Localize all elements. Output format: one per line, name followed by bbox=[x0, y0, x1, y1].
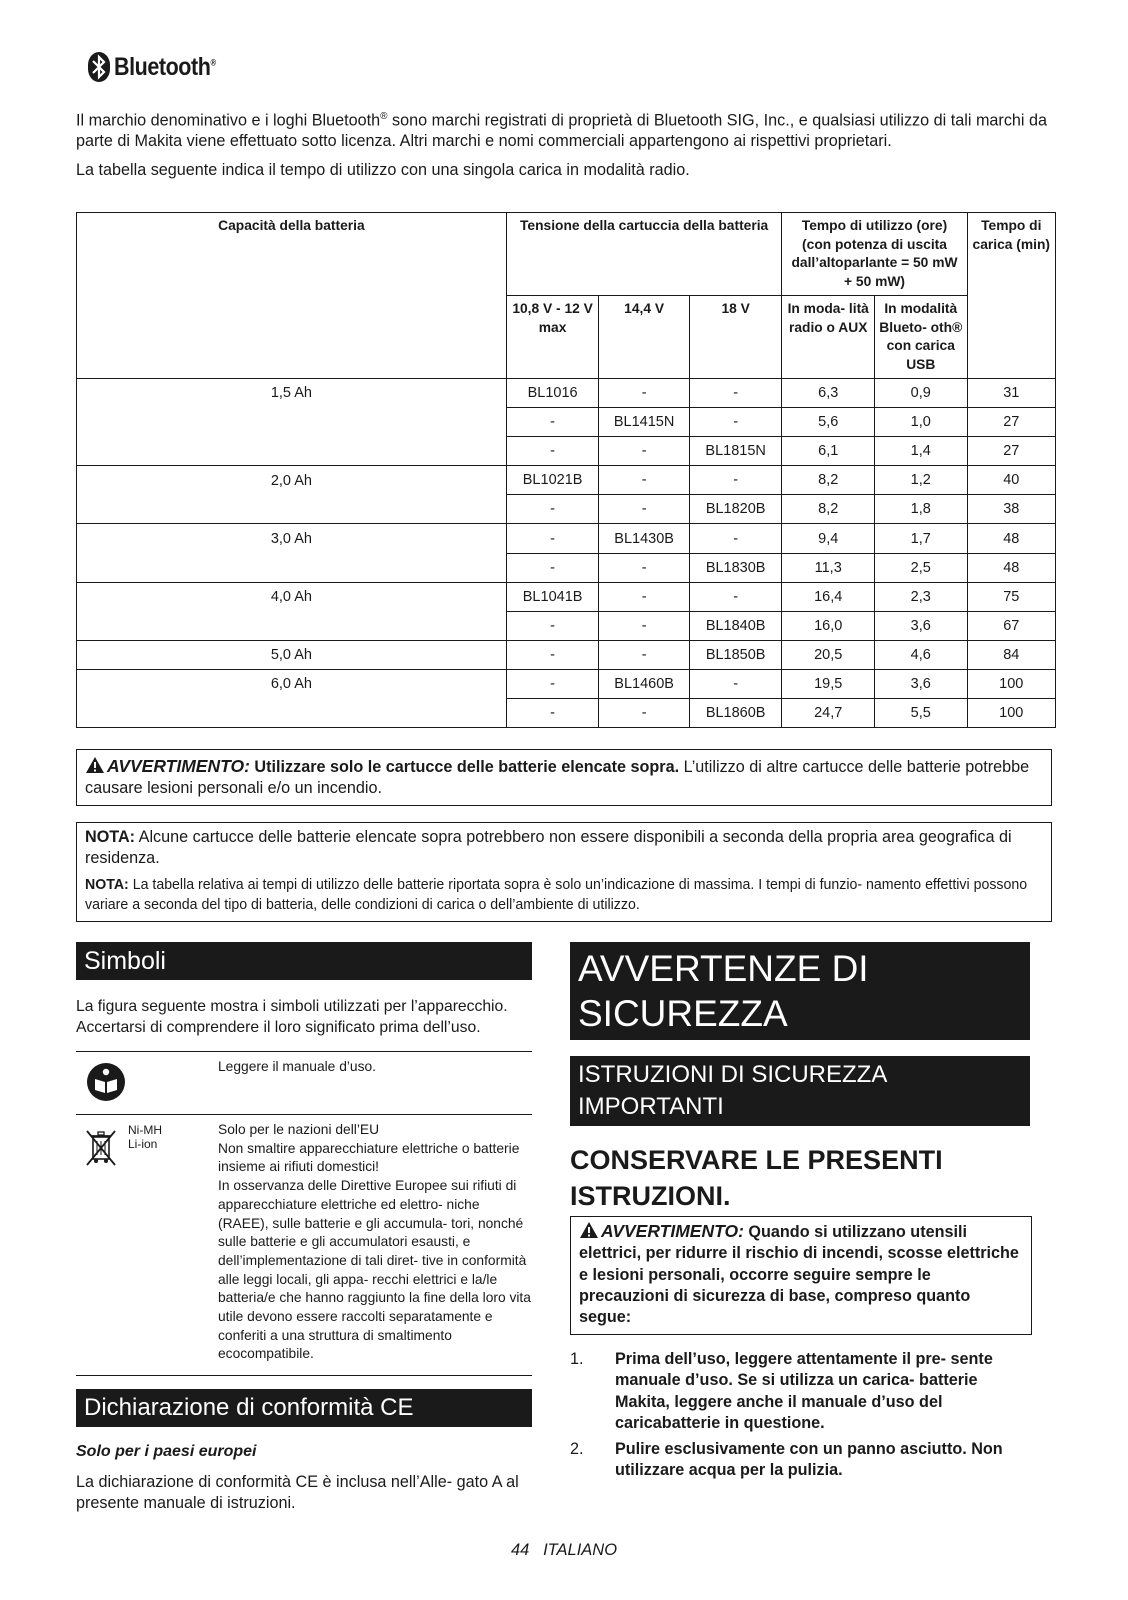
ce-subtitle: Solo per i paesi europei bbox=[76, 1443, 257, 1460]
cell-t1: 19,5 bbox=[782, 669, 875, 698]
cell-t2: 1,4 bbox=[874, 437, 967, 466]
cell-cap bbox=[77, 408, 507, 437]
table-row bbox=[77, 611, 1056, 640]
page bbox=[76, 0, 1056, 1600]
cell-v1: - bbox=[506, 495, 599, 524]
cell-t2: 0,9 bbox=[874, 379, 967, 408]
cell-t2: 3,6 bbox=[874, 611, 967, 640]
table-row bbox=[77, 640, 1056, 669]
cell-cap: 5,0 Ah bbox=[77, 640, 507, 669]
cell-c: 75 bbox=[967, 582, 1055, 611]
cell-v3: - bbox=[689, 669, 782, 698]
notes-box bbox=[76, 822, 1052, 922]
cell-cap: 6,0 Ah bbox=[77, 669, 507, 698]
cell-c: 48 bbox=[967, 553, 1055, 582]
tool-warning-box: AVVERTIMENTO: Quando si utilizzano utensili elettrici, per ridurre il rischio di incendi, scosse elettriche e lesioni personali, occorre seguire sempre le precauzioni di sicurezza di base, compreso quanto segue: bbox=[570, 1216, 1032, 1335]
cell-cap bbox=[77, 495, 507, 524]
cell-v3: BL1840B bbox=[689, 611, 782, 640]
symbol-disposal-text: Solo per le nazioni dell’EU Non smaltire apparecchiature elettriche o batterie insieme ai rifiuti domestici! In osservanza delle Direttive Europee sui rifiuti di apparecchiature elettriche ed elettro- niche (RAEE), sulle batterie e gli accumula- tori, nonché sulle batterie e gli accumulatori esausti, e dell’implementazione di tali diret- tive in conformità alle leggi locali, gli appa- recchi elettrici e la/le batteria/e che hanno raggiunto la fine della loro vita utile devono essere raccolti separatamente e conferiti a una struttura di smaltimento ecocompatibile. bbox=[218, 1122, 531, 1362]
cell-v2: - bbox=[599, 553, 689, 582]
table-row bbox=[77, 699, 1056, 728]
cell-t1: 16,4 bbox=[782, 582, 875, 611]
header-mode-bluetooth: In modalità Blueto- oth® con carica USB bbox=[874, 296, 967, 379]
cell-v1: - bbox=[506, 553, 599, 582]
page-number: 44 bbox=[510, 1541, 530, 1559]
cell-v3: BL1820B bbox=[689, 495, 782, 524]
warning-triangle-icon bbox=[85, 756, 105, 774]
cell-v1: - bbox=[506, 524, 599, 553]
cell-v1: - bbox=[506, 699, 599, 728]
cell-v1: BL1041B bbox=[506, 582, 599, 611]
cell-t2: 5,5 bbox=[874, 699, 967, 728]
symbol-row bbox=[76, 1052, 532, 1115]
cell-v2: - bbox=[599, 495, 689, 524]
cell-v1: BL1021B bbox=[506, 466, 599, 495]
manual-book-icon bbox=[86, 1062, 126, 1102]
cell-c: 27 bbox=[967, 437, 1055, 466]
table-row bbox=[77, 669, 1056, 698]
cell-v1: - bbox=[506, 408, 599, 437]
header-mode-radio: In moda- lità radio o AUX bbox=[782, 296, 875, 379]
cell-v3: BL1830B bbox=[689, 553, 782, 582]
cell-t2: 1,8 bbox=[874, 495, 967, 524]
cell-t2: 1,2 bbox=[874, 466, 967, 495]
cell-cap bbox=[77, 437, 507, 466]
header-voltage: Tensione della cartuccia della batteria bbox=[506, 213, 782, 296]
table-row bbox=[77, 466, 1056, 495]
cell-v2: - bbox=[599, 379, 689, 408]
cell-t2: 1,0 bbox=[874, 408, 967, 437]
header-capacity: Capacità della batteria bbox=[77, 213, 507, 379]
cell-t2: 2,5 bbox=[874, 553, 967, 582]
cell-t1: 8,2 bbox=[782, 466, 875, 495]
header-usetime: Tempo di utilizzo (ore) (con potenza di uscita dall’altoparlante = 50 mW + 50 mW) bbox=[782, 213, 967, 296]
cell-v3: BL1860B bbox=[689, 699, 782, 728]
list-item-text: Prima dell’uso, leggere attentamente il pre- sente manuale d’uso. Se si utilizza un carica- batterie Makita, leggere anche il manuale d’uso del caricabatterie in questione. bbox=[615, 1350, 993, 1432]
symbol-manual-text: Leggere il manuale d’uso. bbox=[218, 1059, 377, 1074]
cell-t1: 24,7 bbox=[782, 699, 875, 728]
list-item bbox=[570, 1439, 1030, 1482]
battery-type-labels: Ni-MH Li-ion bbox=[128, 1123, 162, 1151]
cell-t1: 5,6 bbox=[782, 408, 875, 437]
cell-cap: 2,0 Ah bbox=[77, 466, 507, 495]
cell-t1: 11,3 bbox=[782, 553, 875, 582]
cell-c: 31 bbox=[967, 379, 1055, 408]
cell-cap: 3,0 Ah bbox=[77, 524, 507, 553]
bluetooth-wordmark: Bluetooth® bbox=[114, 52, 216, 81]
cell-cap: 4,0 Ah bbox=[77, 582, 507, 611]
cell-v2: - bbox=[599, 640, 689, 669]
cell-v2: BL1430B bbox=[599, 524, 689, 553]
cell-v2: - bbox=[599, 611, 689, 640]
cell-t1: 16,0 bbox=[782, 611, 875, 640]
trademark-paragraph: Il marchio denominativo e i loghi Bluetooth® sono marchi registrati di proprietà di Bluetooth SIG, Inc., e qualsiasi utilizzo di tali marchi da parte di Makita viene effettuato sotto licenza. Altri marchi e nomi commerciali appartengono ai rispettivi proprietari. bbox=[76, 111, 1048, 151]
list-item-text: Pulire esclusivamente con un panno asciutto. Non utilizzare acqua per la pulizia. bbox=[615, 1440, 1003, 1480]
header-voltage-18v: 18 V bbox=[689, 296, 782, 379]
note-1: NOTA: Alcune cartucce delle batterie elencate sopra potrebbero non essere disponibili a seconda della propria area geografica di residenza. bbox=[85, 828, 1012, 867]
symbol-row bbox=[76, 1115, 532, 1376]
cell-v2: - bbox=[599, 582, 689, 611]
page-footer bbox=[0, 1541, 1128, 1560]
battery-warning-box: AVVERTIMENTO: Utilizzare solo le cartucce delle batterie elencate sopra. L’utilizzo di altre cartucce delle batterie potrebbe causare lesioni personali e/o un incendio. bbox=[76, 749, 1052, 806]
header-voltage-12v: 10,8 V - 12 V max bbox=[506, 296, 599, 379]
safety-heading: AVVERTENZE DI SICUREZZA bbox=[570, 942, 1030, 1040]
cell-v1: - bbox=[506, 669, 599, 698]
cell-v2: - bbox=[599, 437, 689, 466]
runtime-table bbox=[76, 212, 1056, 728]
bluetooth-logo bbox=[88, 52, 232, 82]
table-intro-paragraph: La tabella seguente indica il tempo di utilizzo con una singola carica in modalità radio. bbox=[76, 161, 690, 180]
crossed-bin-icon bbox=[84, 1127, 118, 1169]
bluetooth-icon bbox=[88, 52, 110, 82]
list-item-number: 2. bbox=[570, 1440, 584, 1459]
table-row bbox=[77, 408, 1056, 437]
safety-subheading: ISTRUZIONI DI SICUREZZA IMPORTANTI bbox=[570, 1056, 1030, 1126]
cell-v3: BL1815N bbox=[689, 437, 782, 466]
cell-c: 27 bbox=[967, 408, 1055, 437]
cell-t2: 4,6 bbox=[874, 640, 967, 669]
language-label: ITALIANO bbox=[543, 1541, 618, 1559]
cell-v3: - bbox=[689, 524, 782, 553]
list-item bbox=[570, 1349, 1030, 1434]
cell-c: 38 bbox=[967, 495, 1055, 524]
table-row bbox=[77, 553, 1056, 582]
symbols-table bbox=[76, 1051, 532, 1376]
cell-c: 100 bbox=[967, 669, 1055, 698]
safety-list bbox=[570, 1349, 1030, 1487]
cell-cap: 1,5 Ah bbox=[77, 379, 507, 408]
cell-cap bbox=[77, 553, 507, 582]
cell-c: 40 bbox=[967, 466, 1055, 495]
cell-v1: BL1016 bbox=[506, 379, 599, 408]
cell-t1: 20,5 bbox=[782, 640, 875, 669]
cell-c: 100 bbox=[967, 699, 1055, 728]
cell-v3: - bbox=[689, 582, 782, 611]
cell-v3: - bbox=[689, 408, 782, 437]
cell-t2: 2,3 bbox=[874, 582, 967, 611]
cell-t1: 8,2 bbox=[782, 495, 875, 524]
intro-text bbox=[76, 106, 1056, 189]
cell-v2: BL1415N bbox=[599, 408, 689, 437]
simboli-heading: Simboli bbox=[76, 942, 532, 980]
warning-triangle-icon bbox=[579, 1221, 599, 1239]
cell-cap bbox=[77, 611, 507, 640]
cell-t1: 6,1 bbox=[782, 437, 875, 466]
cell-v3: BL1850B bbox=[689, 640, 782, 669]
cell-v2: - bbox=[599, 699, 689, 728]
simboli-intro: La figura seguente mostra i simboli utilizzati per l’apparecchio. Accertarsi di comprendere il loro significato prima dell’uso. bbox=[76, 998, 508, 1036]
cell-cap bbox=[77, 699, 507, 728]
cell-v1: - bbox=[506, 437, 599, 466]
cell-v2: - bbox=[599, 466, 689, 495]
note-2: NOTA: La tabella relativa ai tempi di utilizzo delle batterie riportata sopra è solo un’indicazione di massima. I tempi di funzio- namento effettivi possono variare a seconda del tipo di batteria, delle condizioni di carica o dell’ambiente di utilizzo. bbox=[85, 877, 1028, 913]
cell-v3: - bbox=[689, 379, 782, 408]
cell-v3: - bbox=[689, 466, 782, 495]
cell-v1: - bbox=[506, 611, 599, 640]
cell-v2: BL1460B bbox=[599, 669, 689, 698]
table-row bbox=[77, 524, 1056, 553]
ce-heading: Dichiarazione di conformità CE bbox=[76, 1389, 532, 1427]
cell-t2: 1,7 bbox=[874, 524, 967, 553]
cell-c: 67 bbox=[967, 611, 1055, 640]
table-row bbox=[77, 582, 1056, 611]
table-row bbox=[77, 495, 1056, 524]
cell-v1: - bbox=[506, 640, 599, 669]
cell-c: 48 bbox=[967, 524, 1055, 553]
list-item-number: 1. bbox=[570, 1350, 584, 1368]
table-row bbox=[77, 379, 1056, 408]
ce-text: La dichiarazione di conformità CE è inclusa nell’Alle- gato A al presente manuale di istruzioni. bbox=[76, 1473, 519, 1512]
cell-t2: 3,6 bbox=[874, 669, 967, 698]
header-voltage-14v: 14,4 V bbox=[599, 296, 689, 379]
header-charge-time: Tempo di carica (min) bbox=[967, 213, 1055, 379]
cell-t1: 9,4 bbox=[782, 524, 875, 553]
cell-t1: 6,3 bbox=[782, 379, 875, 408]
table-row bbox=[77, 437, 1056, 466]
conserve-heading: CONSERVARE LE PRESENTI ISTRUZIONI. bbox=[570, 1145, 943, 1211]
cell-c: 84 bbox=[967, 640, 1055, 669]
